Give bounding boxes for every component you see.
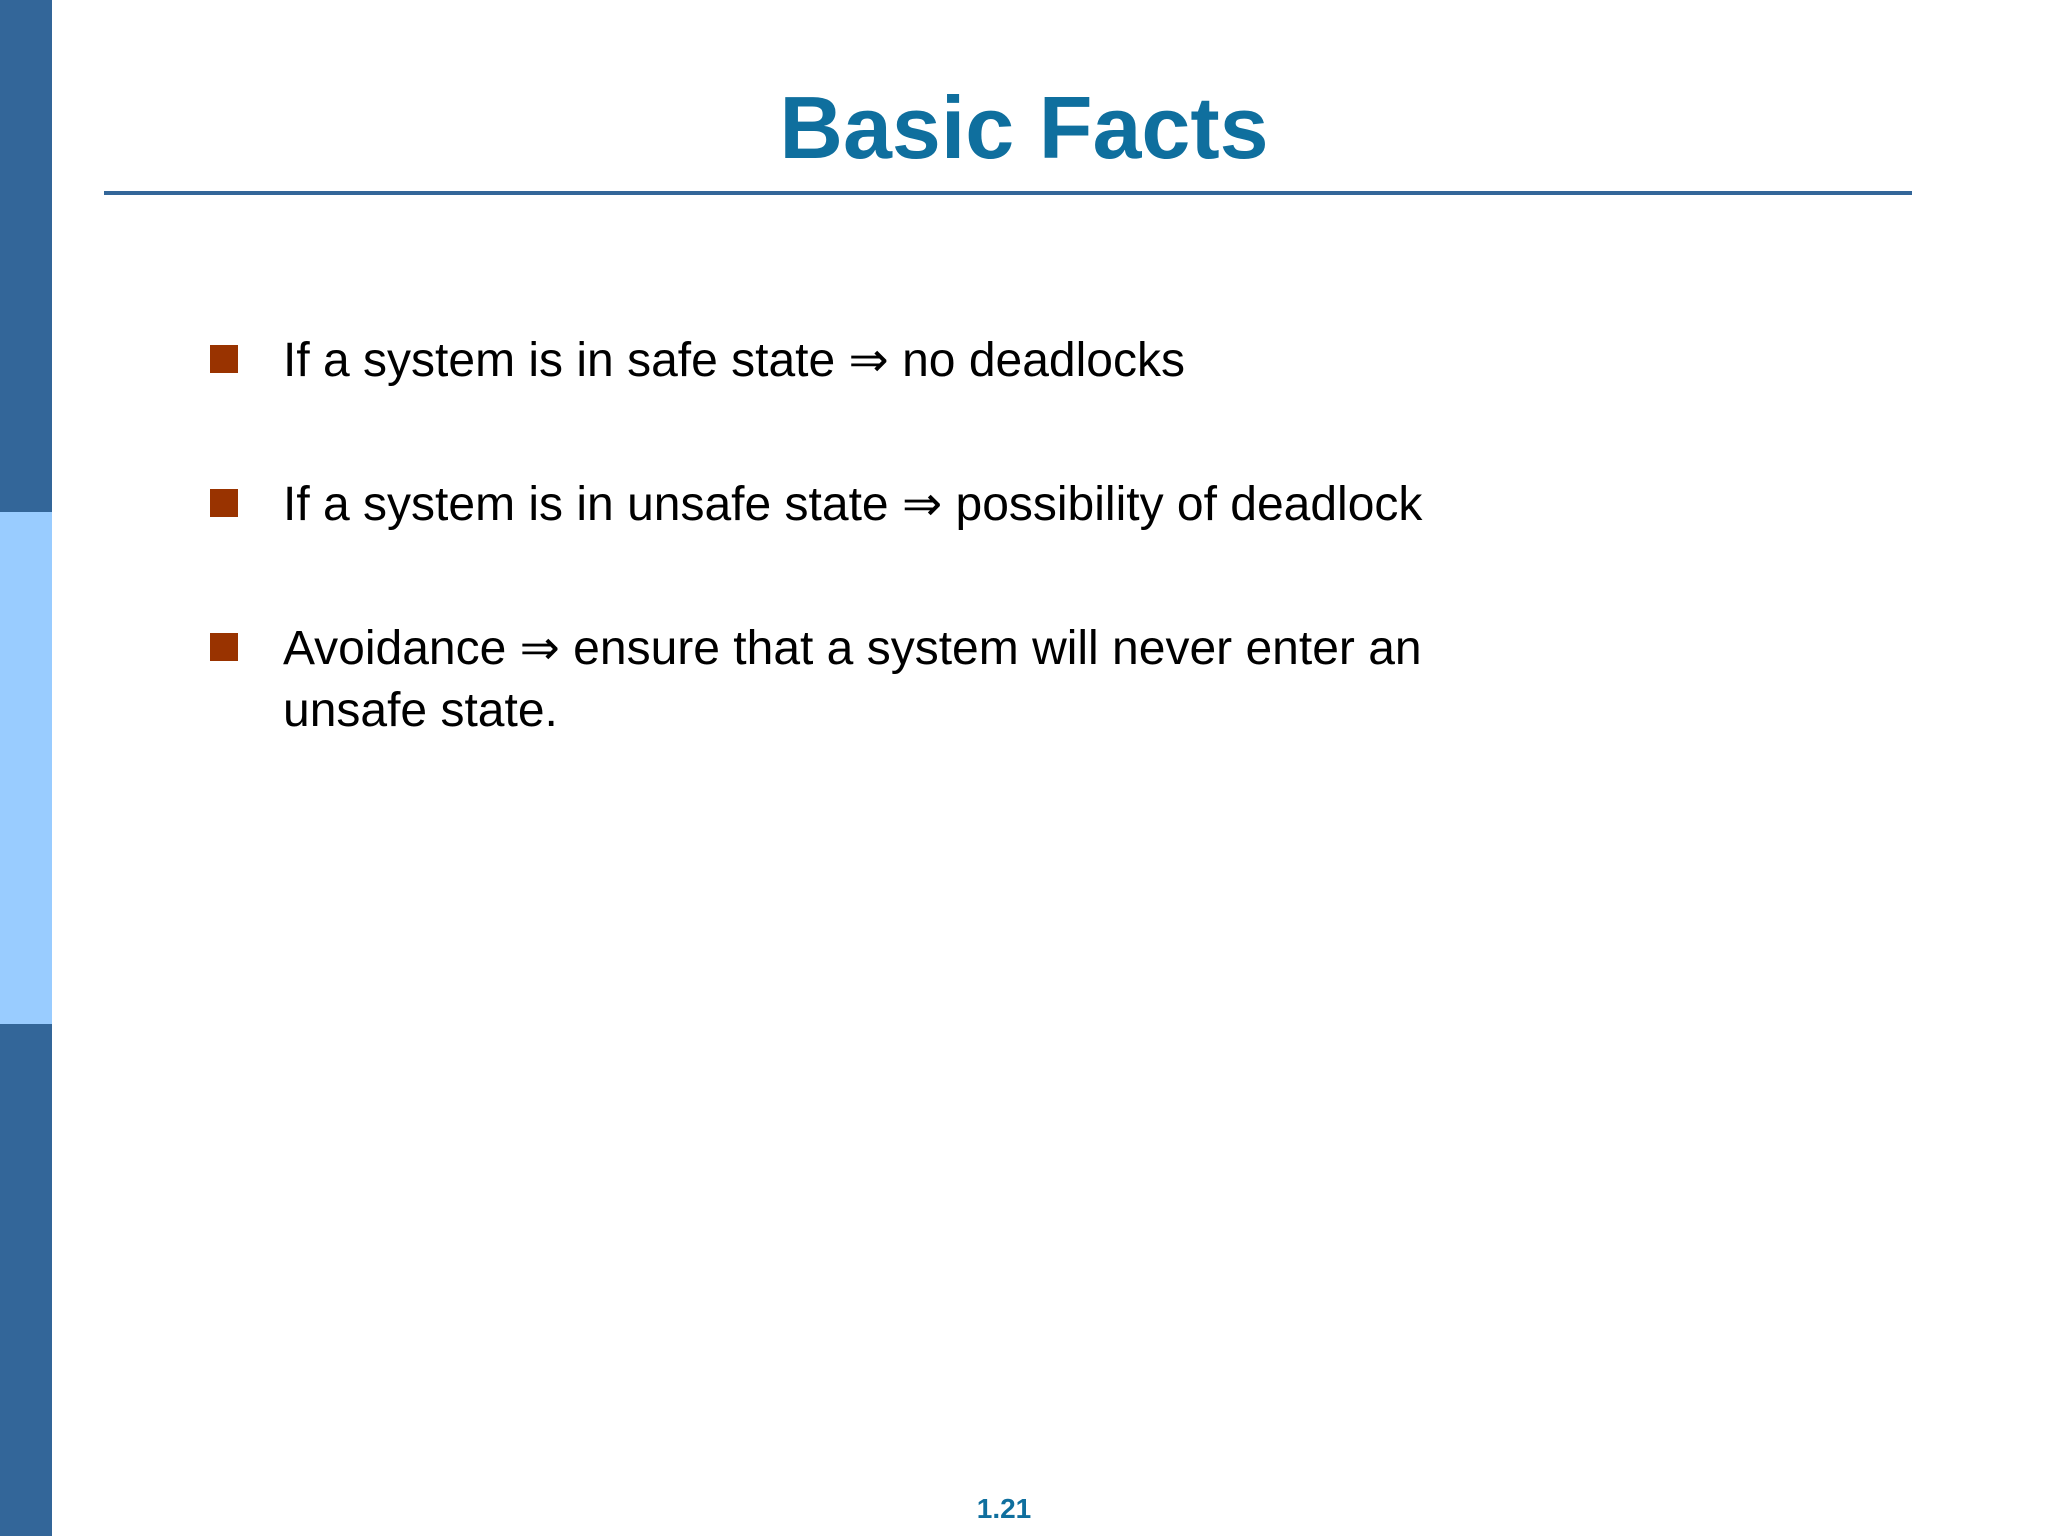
bullet-item <box>208 618 1608 742</box>
bullet-text: If a system is in safe state ⇒ no deadlocks <box>283 334 1185 387</box>
bullet-list <box>208 330 1608 824</box>
accent-bar-top-segment <box>0 0 52 512</box>
bullet-item <box>208 474 1608 536</box>
slide-title: Basic Facts <box>779 78 1269 177</box>
bullet-item <box>208 330 1608 392</box>
left-accent-bar <box>0 0 52 1536</box>
bullet-text: If a system is in unsafe state ⇒ possibility of deadlock <box>283 478 1423 531</box>
square-bullet-icon <box>210 489 238 517</box>
accent-bar-middle-segment <box>0 512 52 1024</box>
square-bullet-icon <box>210 345 238 373</box>
page-number: 1.21 <box>976 1493 1032 1524</box>
square-bullet-icon <box>210 633 238 661</box>
accent-bar-bottom-segment <box>0 1024 52 1536</box>
bullet-text: Avoidance ⇒ ensure that a system will never enter an unsafe state. <box>283 622 1422 737</box>
title-divider <box>104 191 1912 195</box>
